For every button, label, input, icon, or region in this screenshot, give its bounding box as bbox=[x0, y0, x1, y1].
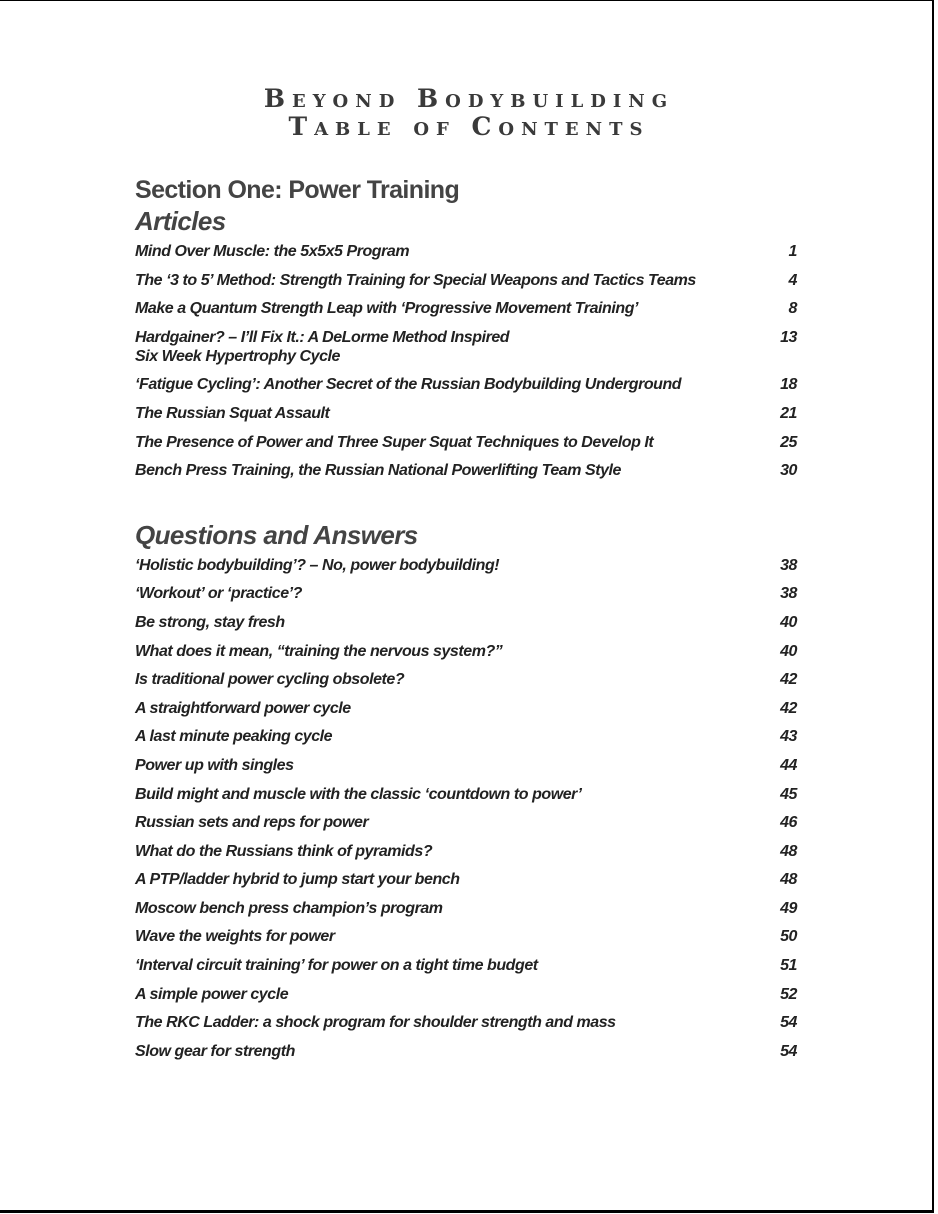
toc-entry-title: ‘Workout’ or ‘practice’? bbox=[135, 585, 303, 603]
toc-entry[interactable] bbox=[135, 870, 797, 889]
toc-entry-title: What does it mean, “training the nervous system?” bbox=[135, 642, 503, 660]
toc-entry-title: ‘Interval circuit training’ for power on a tight time budget bbox=[135, 957, 538, 975]
toc-entry-page-number: 8 bbox=[788, 300, 797, 318]
document-title bbox=[0, 85, 938, 141]
toc-entry-title: Build might and muscle with the classic ‘countdown to power’ bbox=[135, 785, 582, 803]
toc-entry-title: Mind Over Muscle: the 5x5x5 Program bbox=[135, 243, 410, 260]
toc-entry[interactable] bbox=[135, 842, 797, 861]
toc-entry[interactable] bbox=[135, 727, 797, 746]
toc-entry[interactable] bbox=[135, 556, 797, 575]
toc-entry-page-number: 4 bbox=[788, 271, 797, 289]
toc-entry[interactable] bbox=[135, 242, 797, 261]
toc-entry-title: Wave the weights for power bbox=[135, 928, 335, 946]
toc-entry-page-number: 48 bbox=[780, 871, 797, 889]
toc-entry[interactable] bbox=[135, 1013, 797, 1032]
toc-entry-page-number: 38 bbox=[780, 556, 797, 574]
toc-entry[interactable] bbox=[135, 404, 797, 423]
toc-entry-title: Be strong, stay fresh bbox=[135, 613, 285, 631]
toc-entry-title: A PTP/ladder hybrid to jump start your bench bbox=[135, 871, 460, 889]
toc-entry[interactable] bbox=[135, 328, 797, 366]
toc-entry-page-number: 13 bbox=[780, 328, 797, 346]
toc-entry[interactable] bbox=[135, 899, 797, 918]
toc-entry-title: What do the Russians think of pyramids? bbox=[135, 842, 433, 860]
toc-entry-title: The Russian Squat Assault bbox=[135, 404, 330, 422]
toc-entry[interactable] bbox=[135, 756, 797, 775]
toc-entry[interactable] bbox=[135, 1042, 797, 1061]
toc-entry[interactable] bbox=[135, 956, 797, 975]
toc-entry[interactable] bbox=[135, 271, 797, 290]
toc-entry[interactable] bbox=[135, 433, 797, 452]
toc-entry-page-number: 48 bbox=[780, 842, 797, 860]
toc-entry-title: Is traditional power cycling obsolete? bbox=[135, 671, 405, 689]
toc-entry[interactable] bbox=[135, 699, 797, 718]
toc-entry-title: ‘Holistic bodybuilding’? – No, power bodybuilding! bbox=[135, 556, 500, 574]
toc-entry-page-number: 50 bbox=[780, 928, 797, 946]
articles-heading: Articles bbox=[135, 206, 226, 236]
toc-entry[interactable] bbox=[135, 642, 797, 661]
toc-entry-page-number: 54 bbox=[780, 1042, 797, 1060]
toc-entry-title: ‘Fatigue Cycling’: Another Secret of the Russian Bodybuilding Underground bbox=[135, 376, 682, 394]
toc-entry-page-number: 18 bbox=[780, 376, 797, 394]
toc-entry-page-number: 49 bbox=[780, 899, 797, 917]
toc-entry[interactable] bbox=[135, 785, 797, 804]
toc-entry[interactable] bbox=[135, 985, 797, 1004]
toc-entry[interactable] bbox=[135, 670, 797, 689]
toc-entry-title: Power up with singles bbox=[135, 756, 294, 774]
toc-entry-page-number: 42 bbox=[780, 699, 797, 717]
toc-entry-page-number: 30 bbox=[780, 462, 797, 480]
toc-entry-title: A last minute peaking cycle bbox=[135, 728, 333, 746]
toc-entry-title: Bench Press Training, the Russian National Powerlifting Team Style bbox=[135, 462, 621, 480]
toc-entry[interactable] bbox=[135, 299, 797, 318]
toc-entry-page-number: 43 bbox=[780, 728, 797, 746]
toc-entry-title: A straightforward power cycle bbox=[135, 699, 351, 717]
toc-entry-title: Russian sets and reps for power bbox=[135, 814, 369, 832]
qa-heading: Questions and Answers bbox=[135, 519, 418, 550]
qa-list bbox=[135, 556, 797, 1061]
toc-title: Table of Contents bbox=[288, 112, 650, 141]
section-spacer bbox=[135, 490, 797, 520]
toc-entry-title: Hardgainer? – I’ll Fix It.: A DeLorme Method Inspired Six Week Hypertrophy Cycle bbox=[135, 328, 510, 365]
toc-entry-title: Make a Quantum Strength Leap with ‘Progressive Movement Training’ bbox=[135, 300, 639, 318]
book-title: Beyond Bodybuilding bbox=[263, 84, 675, 113]
toc-entry-title: The RKC Ladder: a shock program for shoulder strength and mass bbox=[135, 1014, 616, 1032]
toc-entry-page-number: 40 bbox=[780, 613, 797, 631]
toc-entry[interactable] bbox=[135, 375, 797, 394]
toc-entry-page-number: 51 bbox=[780, 957, 797, 975]
toc-entry-title: A simple power cycle bbox=[135, 985, 289, 1003]
toc-entry-page-number: 38 bbox=[780, 585, 797, 603]
toc-entry[interactable] bbox=[135, 813, 797, 832]
articles-list bbox=[135, 242, 797, 480]
toc-entry-page-number: 52 bbox=[780, 985, 797, 1003]
toc-entry[interactable] bbox=[135, 584, 797, 603]
toc-content bbox=[135, 175, 797, 1070]
toc-entry-title: The Presence of Power and Three Super Squat Techniques to Develop It bbox=[135, 433, 654, 451]
toc-entry-page-number: 40 bbox=[780, 642, 797, 660]
toc-entry-title: Moscow bench press champion’s program bbox=[135, 899, 443, 917]
toc-entry-page-number: 45 bbox=[780, 785, 797, 803]
toc-entry-title: The ‘3 to 5’ Method: Strength Training for Special Weapons and Tactics Teams bbox=[135, 271, 696, 289]
toc-entry-page-number: 21 bbox=[780, 404, 797, 422]
section-title: Section One: Power Training bbox=[135, 176, 460, 204]
toc-entry[interactable] bbox=[135, 613, 797, 632]
toc-entry-page-number: 44 bbox=[780, 756, 797, 774]
toc-entry[interactable] bbox=[135, 461, 797, 480]
toc-entry-page-number: 1 bbox=[788, 243, 797, 260]
toc-entry-page-number: 42 bbox=[780, 671, 797, 689]
toc-entry-page-number: 25 bbox=[780, 433, 797, 451]
toc-entry-title: Slow gear for strength bbox=[135, 1042, 295, 1060]
toc-entry[interactable] bbox=[135, 927, 797, 946]
toc-entry-page-number: 46 bbox=[780, 814, 797, 832]
toc-entry-page-number: 54 bbox=[780, 1014, 797, 1032]
